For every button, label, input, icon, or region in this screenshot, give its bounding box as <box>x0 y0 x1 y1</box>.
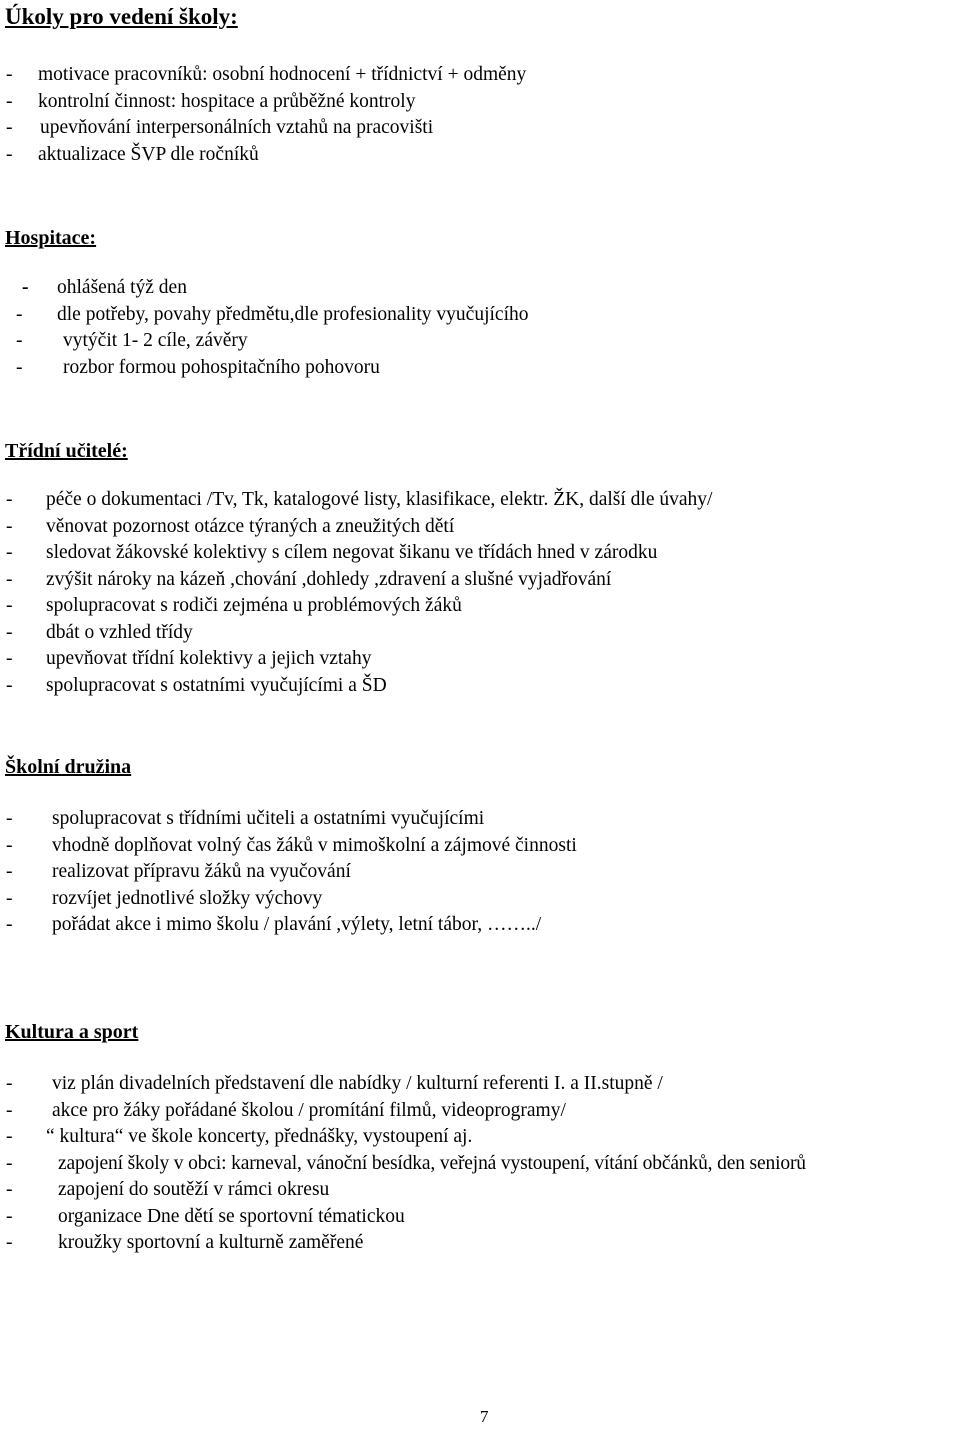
list-item-text: upevňovat třídní kolektivy a jejich vztahy <box>46 648 372 669</box>
list-item-text: vhodně doplňovat volný čas žáků v mimoškolní a zájmové činnosti <box>52 834 577 856</box>
bullet-dash: - <box>6 887 13 909</box>
bullet-dash: - <box>6 1073 13 1094</box>
list-item-text: dbát o vzhled třídy <box>46 621 193 643</box>
list-item-text: zapojení školy v obci: karneval, vánoční besídka, veřejná vystoupení, vítání občánků, den seniorů <box>58 1152 806 1174</box>
bullet-dash: - <box>6 621 13 643</box>
list-item-text: upevňování interpersonálních vztahů na pracovišti <box>40 117 434 138</box>
list-item-text: spolupracovat s ostatními vyučujícími a ŠD <box>46 674 387 696</box>
bullet-dash: - <box>6 1126 13 1147</box>
list-item-text: zvýšit nároky na kázeň ,chování ,dohledy ,zdravení a slušné vyjadřování <box>46 568 612 590</box>
list-item-text: rozbor formou pohospitačního pohovoru <box>63 356 380 378</box>
list-item-text: kroužky sportovní a kulturně zaměřené <box>58 1232 364 1253</box>
section-heading-skolni-druzina: Školní družina <box>5 756 132 778</box>
bullet-dash: - <box>6 489 13 510</box>
bullet-dash: - <box>6 1179 13 1200</box>
bullet-dash: - <box>6 1205 13 1227</box>
page-title: Úkoly pro vedení školy: <box>5 4 238 29</box>
bullet-dash: - <box>6 674 13 696</box>
bullet-dash: - <box>6 568 13 590</box>
bullet-dash: - <box>6 90 13 112</box>
list-item-text: zapojení do soutěží v rámci okresu <box>58 1179 330 1200</box>
list-item-text: kontrolní činnost: hospitace a průběžné kontroly <box>38 90 416 112</box>
section-heading-tridni-ucitele: Třídní učitelé: <box>5 440 128 462</box>
bullet-dash: - <box>6 64 13 85</box>
bullet-dash: - <box>6 117 13 138</box>
list-item-text: spolupracovat s rodiči zejména u problémových žáků <box>46 595 462 616</box>
list-item-text: “ kultura“ ve škole koncerty, přednášky, vystoupení aj. <box>46 1126 473 1147</box>
list-item-text: realizovat přípravu žáků na vyučování <box>52 861 351 882</box>
section-heading-hospitace: Hospitace: <box>5 227 97 249</box>
bullet-dash: - <box>6 595 13 616</box>
list-item-text: vytýčit 1- 2 cíle, závěry <box>63 330 248 351</box>
bullet-dash: - <box>6 1099 13 1121</box>
bullet-dash: - <box>6 834 13 856</box>
list-item-text: ohlášená týž den <box>57 277 187 298</box>
bullet-dash: - <box>6 648 13 669</box>
bullet-dash: - <box>6 143 13 165</box>
list-item-text: péče o dokumentaci /Tv, Tk, katalogové listy, klasifikace, elektr. ŽK, další dle úvahy/ <box>46 489 713 510</box>
bullet-dash: - <box>6 515 13 537</box>
list-item-text: sledovat žákovské kolektivy s cílem negovat šikanu ve třídách hned v zárodku <box>46 542 658 563</box>
bullet-dash: - <box>6 1232 13 1253</box>
list-item-text: viz plán divadelních představení dle nabídky / kulturní referenti I. a II.stupně / <box>52 1073 663 1094</box>
bullet-dash: - <box>6 808 13 829</box>
bullet-dash: - <box>16 330 23 351</box>
bullet-dash: - <box>22 277 29 298</box>
list-item-text: akce pro žáky pořádané školou / promítání filmů, videoprogramy/ <box>52 1099 566 1121</box>
list-item-text: aktualizace ŠVP dle ročníků <box>38 143 259 165</box>
list-item-text: věnovat pozornost otázce týraných a zneužitých dětí <box>46 515 455 537</box>
list-item-text: organizace Dne dětí se sportovní tématickou <box>58 1205 405 1227</box>
section-heading-kultura-sport: Kultura a sport <box>5 1021 139 1043</box>
list-item-text: spolupracovat s třídními učiteli a ostatními vyučujícími <box>52 808 485 829</box>
list-item-text: dle potřeby, povahy předmětu,dle profesionality vyučujícího <box>57 303 529 325</box>
bullet-dash: - <box>6 542 13 563</box>
bullet-dash: - <box>16 303 23 325</box>
bullet-dash: - <box>6 1152 13 1174</box>
list-item-text: rozvíjet jednotlivé složky výchovy <box>52 887 323 909</box>
list-item-text: motivace pracovníků: osobní hodnocení + třídnictví + odměny <box>38 64 527 85</box>
page-number: 7 <box>480 1407 489 1426</box>
list-item-text: pořádat akce i mimo školu / plavání ,výlety, letní tábor, ……../ <box>52 914 542 935</box>
bullet-dash: - <box>6 861 13 882</box>
bullet-dash: - <box>6 914 13 935</box>
bullet-dash: - <box>16 356 23 378</box>
